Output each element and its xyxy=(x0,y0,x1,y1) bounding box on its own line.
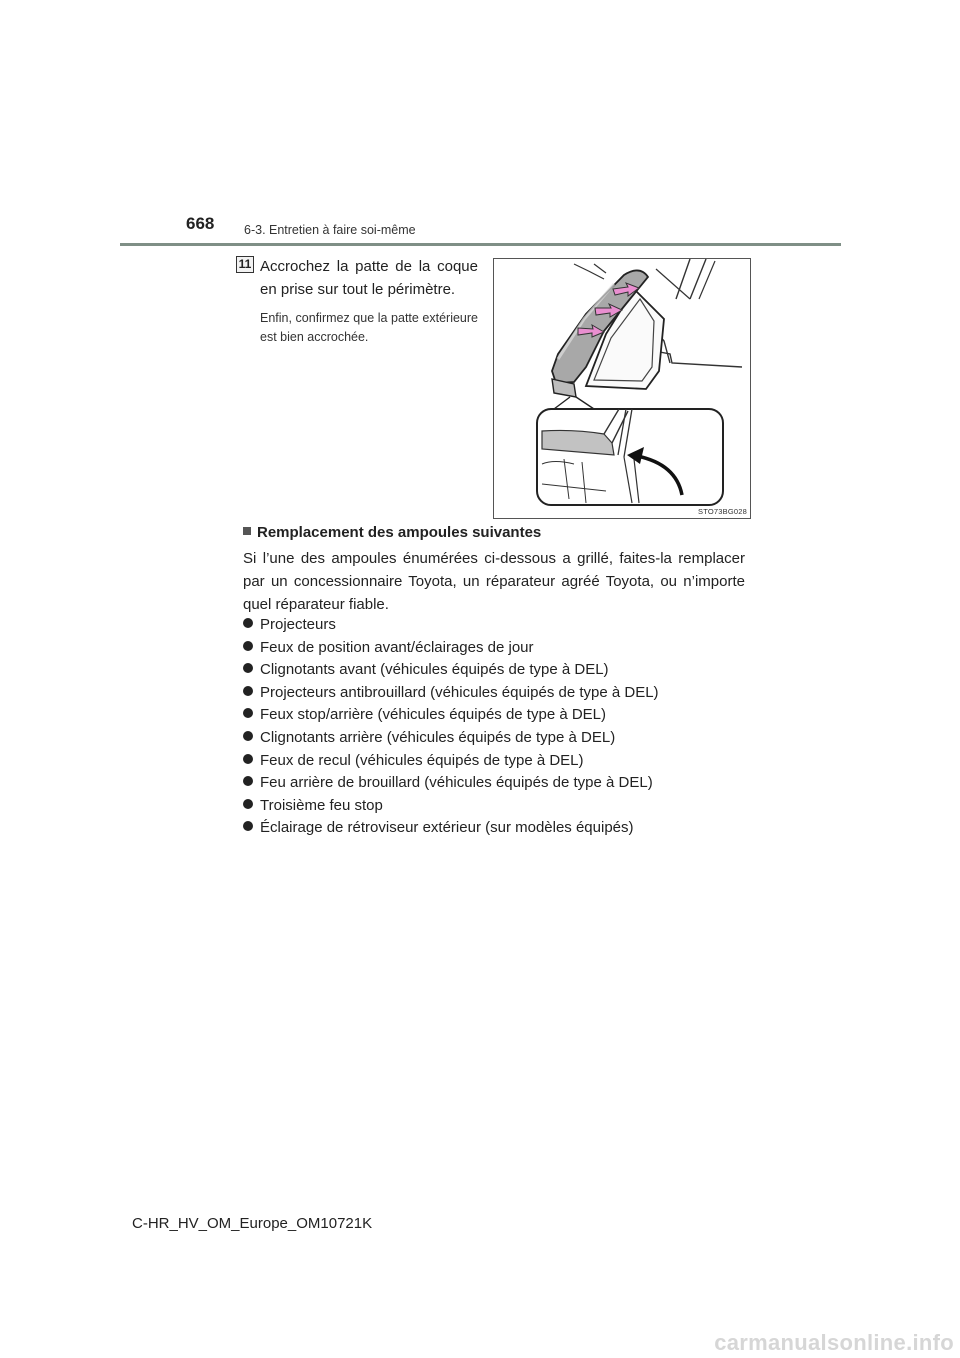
mirror-cover-drawing xyxy=(494,259,750,518)
step-number-badge: 11 xyxy=(236,256,254,273)
figure-code: STO73BG028 xyxy=(698,507,747,516)
bullet-icon xyxy=(243,708,253,718)
step-instruction: Accrochez la patte de la coque en prise sur tout le périmètre. xyxy=(260,258,478,298)
list-item: Clignotants arrière (véhicules équipés de type à DEL) xyxy=(243,727,803,750)
bullet-icon xyxy=(243,686,253,696)
bulb-list xyxy=(243,614,803,840)
list-item: Feux de recul (véhicules équipés de type à DEL) xyxy=(243,750,803,773)
section-intro: Si l’une des ampoules énumérées ci-dessous a grillé, faites-la remplacer par un concessionnaire Toyota, un réparateur agréé Toyota, ou n’importe quel réparateur fiable. xyxy=(243,550,745,613)
bullet-icon xyxy=(243,731,253,741)
mirror-cover-illustration xyxy=(493,258,751,519)
manual-code-footer: C-HR_HV_OM_Europe_OM10721K xyxy=(132,1215,373,1232)
list-item: Projecteurs xyxy=(243,614,803,637)
section-title xyxy=(243,524,541,541)
list-item: Troisième feu stop xyxy=(243,795,803,818)
bullet-icon xyxy=(243,618,253,628)
list-item: Feu arrière de brouillard (véhicules équipés de type à DEL) xyxy=(243,772,803,795)
step-note: Enfin, confirmez que la patte extérieure est bien accrochée. xyxy=(260,311,478,344)
square-bullet-icon xyxy=(243,527,251,535)
bullet-icon xyxy=(243,821,253,831)
bullet-icon xyxy=(243,799,253,809)
header-divider xyxy=(120,243,841,246)
bullet-icon xyxy=(243,776,253,786)
list-item: Feux stop/arrière (véhicules équipés de type à DEL) xyxy=(243,704,803,727)
list-item: Feux de position avant/éclairages de jour xyxy=(243,637,803,660)
page-number: 668 xyxy=(186,214,215,233)
list-item: Projecteurs antibrouillard (véhicules équipés de type à DEL) xyxy=(243,682,803,705)
section-header: 6-3. Entretien à faire soi-même xyxy=(244,223,416,237)
watermark: carmanualsonline.info xyxy=(714,1330,954,1355)
list-item: Clignotants avant (véhicules équipés de type à DEL) xyxy=(243,659,803,682)
bullet-icon xyxy=(243,754,253,764)
list-item: Éclairage de rétroviseur extérieur (sur modèles équipés) xyxy=(243,817,803,840)
section-title-text: Remplacement des ampoules suivantes xyxy=(257,524,542,541)
bullet-icon xyxy=(243,641,253,651)
bullet-icon xyxy=(243,663,253,673)
